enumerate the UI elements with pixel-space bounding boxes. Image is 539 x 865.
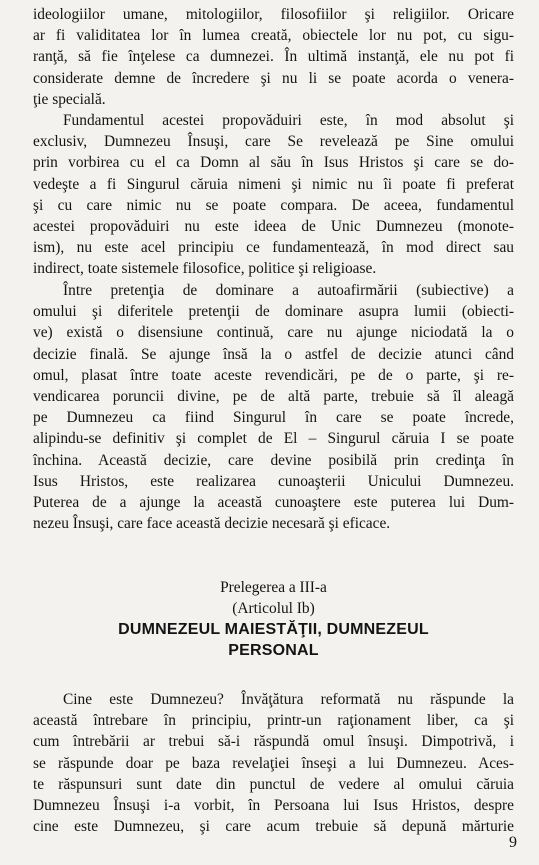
lecture-title-line-2: PERSONAL: [228, 642, 319, 659]
text-line: vendicarea poruncii divine, pe de altă parte, trebuie să îl aleagă: [33, 388, 514, 406]
text-line: considerate demne de încredere şi nu li se poate acorda o venera-: [33, 69, 514, 87]
text-line: Isus Hristos, este realizarea cunoaşterii Unicului Dumnezeu.: [33, 472, 514, 490]
text-line: ism), nu este acel principiu ce fundamentează, în mod direct sau: [33, 239, 514, 257]
text-line: Cine este Dumnezeu? Învăţătura reformată nu răspunde la: [63, 691, 514, 708]
text-line: ar fi validitatea lor în lumea creată, obiectele lor nu pot, cu sigu-: [33, 27, 514, 45]
text-line: pe Dumnezeu ca fiind Singurul în care se poate încrede,: [33, 409, 514, 427]
text-line: te răspunsuri sunt date din punctul de vedere al omului căruia: [33, 775, 514, 793]
text-line: alipindu-se definitiv şi complet de El – Singurul căruia I se poate: [33, 430, 514, 448]
text-line: omul, plasat între toate aceste revendicări, pe de o parte, şi re-: [33, 366, 514, 384]
text-line: ţie specială.: [33, 90, 106, 108]
paragraph-1: [33, 4, 514, 110]
text-line: se răspunde doar pe baza revelaţiei înseşi a lui Dumnezeu. Aces-: [33, 754, 514, 772]
text-line: această întrebare în principiu, printr-un raţionament liber, ca şi: [33, 712, 514, 730]
text-line: vedeşte a fi Singurul căruia nimeni şi nimic nu îi poate fi preferat: [33, 175, 514, 193]
article-reference: (Articolul Ib): [232, 600, 315, 617]
text-line: omului şi diferitele pretenţii de dominare asupra lumii (obiecti-: [33, 303, 514, 321]
text-line: ve) există o disensiune continuă, care nu ajunge niciodată la o: [33, 324, 514, 342]
text-line: acestei propovăduiri nu este ideea de Unic Dumnezeu (monote-: [33, 218, 514, 236]
paragraph-2: [33, 110, 514, 280]
text-line: indirect, toate sistemele filosofice, politice şi religioase.: [33, 260, 377, 278]
paragraph-4: [33, 689, 514, 837]
text-line: decizie finală. Se ajunge însă la o astfel de decizie atunci când: [33, 345, 514, 363]
text-line: ideologiilor umane, mitologiilor, filosofiilor şi religiilor. Oricare: [33, 6, 514, 23]
text-line: Dumnezeu Însuşi i-a vorbit, în Persoana lui Isus Hristos, despre: [33, 797, 514, 815]
text-line: nezeu Însuşi, care face această decizie necesară şi eficace.: [33, 515, 391, 533]
text-line: Fundamentul acestei propovăduiri este, în mod absolut şi: [63, 112, 514, 129]
text-line: şi cu care nimic nu se poate compara. De aceea, fundamentul: [33, 196, 514, 214]
text-line: Între pretenţia de dominare a autoafirmării (subiective) a: [63, 282, 514, 299]
lecture-number: Prelegerea a III-a: [220, 579, 327, 596]
text-line: prin vorbirea cu el ca Domn al său în Isus Hristos şi care se do-: [33, 154, 514, 172]
text-line: exclusiv, Dumnezeu Însuşi, care Se revelează pe Sine omului: [33, 133, 514, 151]
text-line: cum întrebării ar trebui să-i răspundă omul însuşi. Dimpotrivă, i: [33, 733, 514, 751]
text-line: închina. Această decizie, care devine posibilă prin credinţa în: [33, 451, 514, 469]
text-line: ranţă, să fie înţelese ca dumnezei. În ultimă instanţă, ele nu pot fi: [33, 48, 514, 66]
paragraph-3: [33, 280, 514, 534]
lecture-heading: [33, 577, 514, 661]
page-number: 9: [509, 834, 517, 851]
text-line: Puterea de a ajunge la această cunoaştere este puterea lui Dum-: [33, 494, 514, 512]
lecture-title-line-1: DUMNEZEUL MAIESTĂŢII, DUMNEZEUL: [118, 621, 429, 638]
text-line: cine este Dumnezeu, şi care acum trebuie să depună mărturie: [33, 818, 514, 836]
